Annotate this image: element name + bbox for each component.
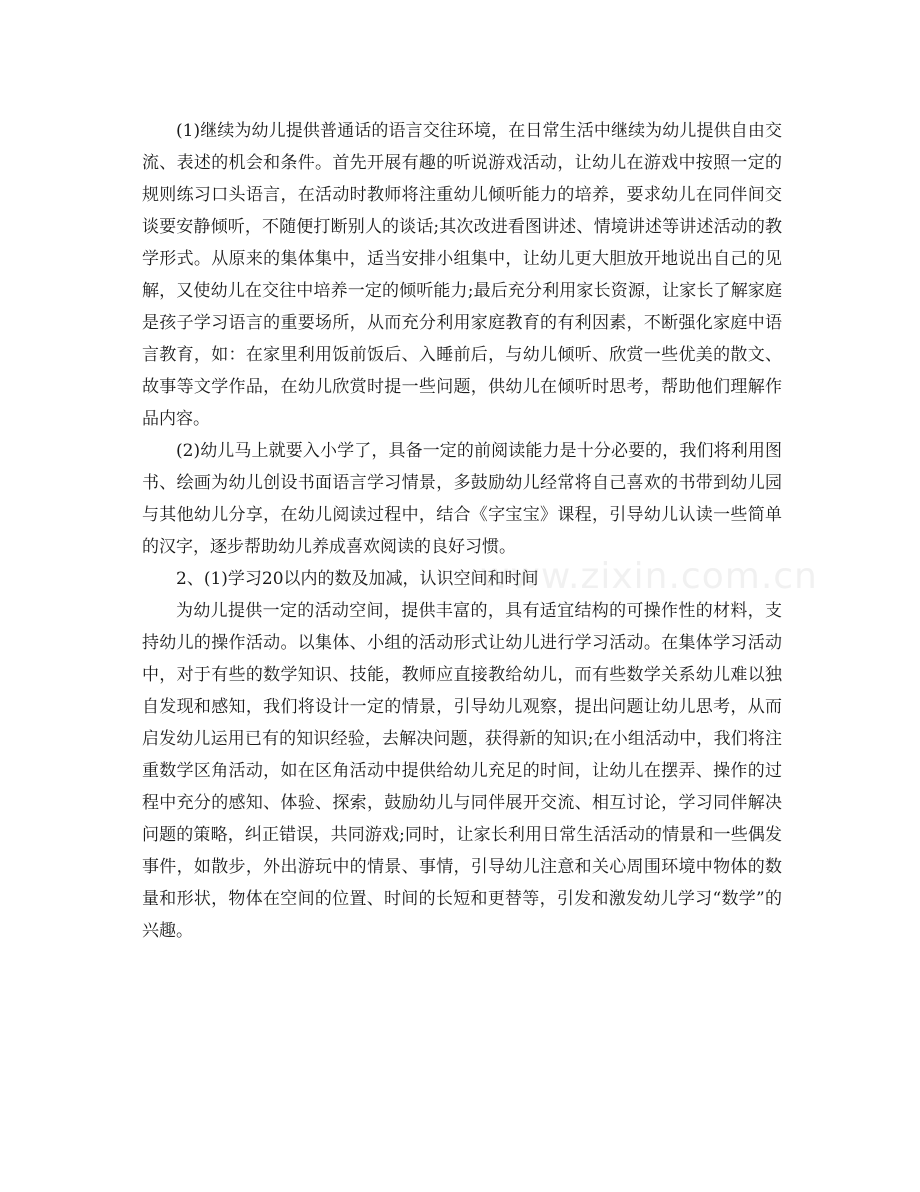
watermark: www.zixin.com.cn: [480, 556, 818, 597]
section-heading-math: 2、(1)学习20以内的数及加减，认识空间和时间: [176, 569, 539, 589]
document-body: [142, 115, 782, 947]
paragraph-pre-reading: (2)幼儿马上就要入小学了，具备一定的前阅读能力是十分必要的，我们将利用图书、绘画为幼儿创设书面语言学习情景，多鼓励幼儿经常将自己喜欢的书带到幼儿园与其他幼儿分享，在幼儿阅读过程中，结合《字宝宝》课程，引导幼儿认读一些简单的汉字，逐步帮助幼儿养成喜欢阅读的良好习惯。: [142, 441, 782, 557]
paragraph-math-activities: 为幼儿提供一定的活动空间，提供丰富的，具有适宜结构的可操作性的材料，支持幼儿的操作活动。以集体、小组的活动形式让幼儿进行学习活动。在集体学习活动中，对于有些的数学知识、技能，教师应直接教给幼儿，而有些数学关系幼儿难以独自发现和感知，我们将设计一定的情景，引导幼儿观察，提出问题让幼儿思考，从而启发幼儿运用已有的知识经验，去解决问题，获得新的知识;在小组活动中，我们将注重数学区角活动，如在区角活动中提供给幼儿充足的时间，让幼儿在摆弄、操作的过程中充分的感知、体验、探索，鼓励幼儿与同伴展开交流、相互讨论，学习同伴解决问题的策略，纠正错误，共同游戏;同时，让家长利用日常生活活动的情景和一些偶发事件，如散步，外出游玩中的情景、事情，引导幼儿注意和关心周围环境中物体的数量和形状，物体在空间的位置、时间的长短和更替等，引发和激发幼儿学习“数学”的兴趣。: [142, 601, 782, 941]
paragraph-language-environment: (1)继续为幼儿提供普通话的语言交往环境，在日常生活中继续为幼儿提供自由交流、表述的机会和条件。首先开展有趣的听说游戏活动，让幼儿在游戏中按照一定的规则练习口头语言，在活动时教师将注重幼儿倾听能力的培养，要求幼儿在同伴间交谈要安静倾听，不随便打断别人的谈话;其次改进看图讲述、情境讲述等讲述活动的教学形式。从原来的集体集中，适当安排小组集中，让幼儿更大胆放开地说出自己的见解，又使幼儿在交往中培养一定的倾听能力;最后充分利用家长资源，让家长了解家庭是孩子学习语言的重要场所，从而充分利用家庭教育的有利因素，不断强化家庭中语言教育，如：在家里利用饭前饭后、入睡前后，与幼儿倾听、欣赏一些优美的散文、故事等文学作品，在幼儿欣赏时提一些问题，供幼儿在倾听时思考，帮助他们理解作品内容。: [142, 121, 782, 429]
